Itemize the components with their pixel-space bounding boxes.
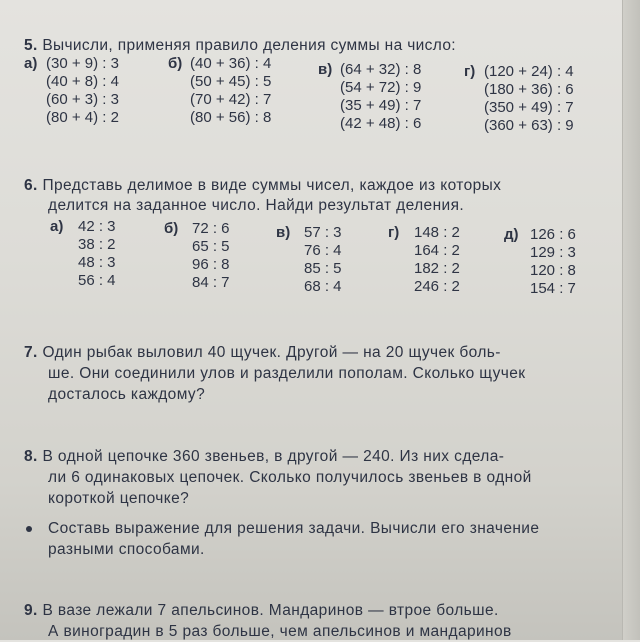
expression: (350 + 49) : 7 <box>484 99 574 116</box>
task-9-line-2: А виноградин в 5 раз больше, чем апельсинов и мандаринов <box>48 623 512 640</box>
task-5-column-a <box>24 55 119 127</box>
task-8-line-1: В одной цепочке 360 звеньев, в другой — 240. Из них сдела- <box>42 448 505 465</box>
expression: 148 : 2 <box>414 224 460 241</box>
task-8-line-3: короткой цепочке? <box>48 490 190 507</box>
expression: 48 : 3 <box>78 254 116 271</box>
task-5-heading <box>24 36 456 55</box>
task-6-column-d <box>388 224 460 296</box>
task-9-line-1: В вазе лежали 7 апельсинов. Мандаринов — втрое больше. <box>42 602 499 619</box>
column-label: а) <box>24 55 38 72</box>
expression: 38 : 2 <box>78 236 116 253</box>
expression: (80 + 4) : 2 <box>46 109 119 126</box>
expression: 182 : 2 <box>414 260 460 277</box>
task-8-text <box>24 446 532 509</box>
task-8-number: 8. <box>24 448 38 465</box>
task-5-column-d <box>464 63 574 135</box>
expression: (30 + 9) : 3 <box>46 55 119 72</box>
expression: 120 : 8 <box>530 262 576 279</box>
column-label: в) <box>276 224 291 241</box>
expression: 84 : 7 <box>192 274 230 291</box>
task-6-line-2: делится на заданное число. Найди результат деления. <box>48 197 465 214</box>
page-edge <box>623 0 640 640</box>
column-label: б) <box>164 220 179 237</box>
expression: (70 + 42) : 7 <box>190 91 272 108</box>
expression: 154 : 7 <box>530 280 576 297</box>
column-label: г) <box>388 224 400 241</box>
task-8-bullet-line-2: разными способами. <box>48 541 205 558</box>
task-5-column-b <box>168 55 271 127</box>
task-5-number: 5. <box>24 37 38 54</box>
page-margin-line <box>622 0 623 640</box>
task-6-line-1: Представь делимое в виде суммы чисел, каждое из которых <box>42 177 502 194</box>
task-7-line-1: Один рыбак выловил 40 щучек. Другой — на 20 щучек боль- <box>42 344 501 361</box>
expression: 42 : 3 <box>78 218 116 235</box>
task-9-text <box>24 600 512 642</box>
expression: (64 + 32) : 8 <box>340 61 422 78</box>
column-label: д) <box>504 226 519 243</box>
expression: 57 : 3 <box>304 224 342 241</box>
task-7-text <box>24 342 525 405</box>
task-7-line-2: ше. Они соединили улов и разделили пополам. Сколько щучек <box>48 365 526 382</box>
bullet-icon <box>26 526 32 532</box>
expression: 164 : 2 <box>414 242 460 259</box>
column-label: в) <box>318 61 333 78</box>
expression: (50 + 45) : 5 <box>190 73 272 90</box>
expression: (40 + 36) : 4 <box>190 55 272 72</box>
task-6-number: 6. <box>24 177 38 194</box>
expression: (80 + 56) : 8 <box>190 109 272 126</box>
expression: (54 + 72) : 9 <box>340 79 422 96</box>
task-6-column-a <box>50 218 116 290</box>
expression: 126 : 6 <box>530 226 576 243</box>
task-5-title: Вычисли, применяя правило деления суммы на число: <box>42 37 456 54</box>
expression: (180 + 36) : 6 <box>484 81 574 98</box>
expression: (35 + 49) : 7 <box>340 97 422 114</box>
task-8-line-2: ли 6 одинаковых цепочек. Сколько получилось звеньев в одной <box>48 469 532 486</box>
expression: 246 : 2 <box>414 278 460 295</box>
expression: (360 + 63) : 9 <box>484 117 574 134</box>
task-7-number: 7. <box>24 344 38 361</box>
expression: 72 : 6 <box>192 220 230 237</box>
task-6-column-e <box>504 226 576 298</box>
expression: 96 : 8 <box>192 256 230 273</box>
expression: 129 : 3 <box>530 244 576 261</box>
task-5-column-c <box>318 61 421 133</box>
task-6-text <box>24 176 501 216</box>
column-label: б) <box>168 55 183 72</box>
expression: 85 : 5 <box>304 260 342 277</box>
task-6-column-c <box>276 224 342 296</box>
task-9-number: 9. <box>24 602 38 619</box>
expression: (40 + 8) : 4 <box>46 73 119 90</box>
task-7-line-3: досталось каждому? <box>48 386 206 403</box>
expression: 65 : 5 <box>192 238 230 255</box>
expression: (42 + 48) : 6 <box>340 115 422 132</box>
task-8-bullet-text <box>48 518 539 560</box>
expression: (60 + 3) : 3 <box>46 91 119 108</box>
expression: 56 : 4 <box>78 272 116 289</box>
task-6-column-b <box>164 220 230 292</box>
expression: 76 : 4 <box>304 242 342 259</box>
column-label: а) <box>50 218 64 235</box>
expression: (120 + 24) : 4 <box>484 63 574 80</box>
expression: 68 : 4 <box>304 278 342 295</box>
column-label: г) <box>464 63 476 80</box>
task-8-bullet-line-1: Составь выражение для решения задачи. Вычисли его значение <box>48 520 540 537</box>
